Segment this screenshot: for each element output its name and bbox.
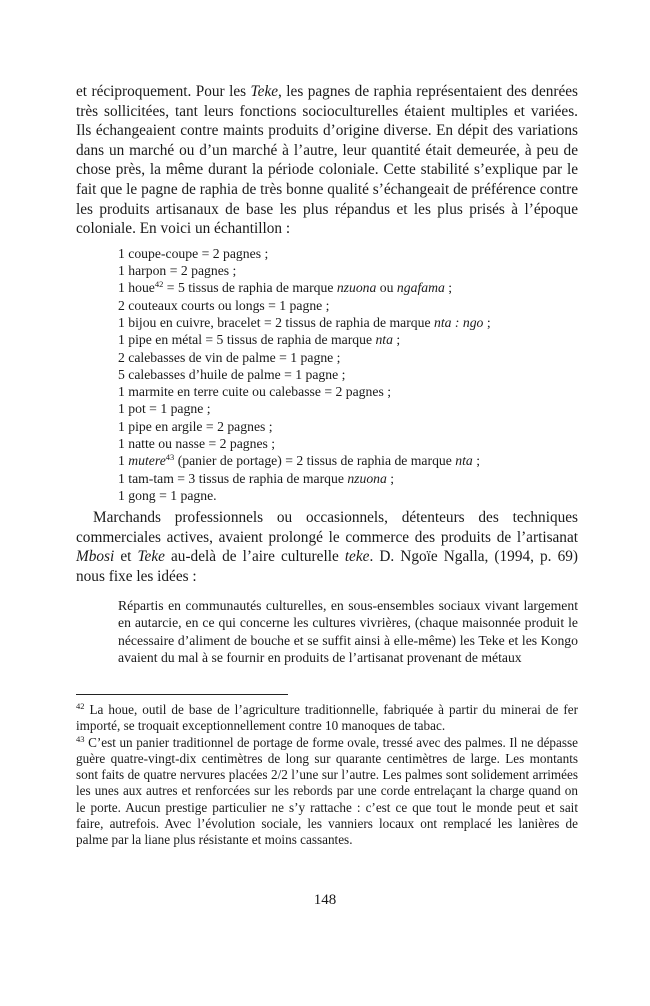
- exchange-list: [118, 245, 578, 504]
- text-run: , les pagnes de raphia représentaient des denrées très sollicitées, tant leurs fonctions socioculturelles étaient multiples et variées. Ils échangeaient contre maints produits d’origine diverse. En dépit des variations dans un marché ou d’un marché à l’autre, leur quantité était demeurée, à peu de chose près, la même durant la période coloniale. Cette stabilité s’explique par le fait que le pagne de raphia de très bonne qualité s’échangeait de préférence contre les produits artisanaux de base les plus répandus et les plus prisés à l’époque coloniale. En voici un échantillon :: [76, 83, 579, 238]
- page-number: 148: [313, 892, 337, 908]
- list-item: 1 mutere$^{43}$ (panier de portage) = 2 tissus de raphia de marque nta ;: [118, 452, 480, 469]
- list-item: 1 pot = 1 pagne ;: [118, 401, 211, 417]
- text-run: et réciproquement. Pour les: [76, 83, 251, 100]
- italic-term: Teke: [250, 83, 279, 100]
- block-quote: Répartis en communautés culturelles, en sous-ensembles sociaux vivant largement en autarcie, en ce qui concerne les cultures vivrières, (chaque maisonnée produit le nécessaire d’aliment de bouche et se suffit ainsi à elle-même) les Teke et les Kongo avaient du mal à se fournir en produits de l’artisanat provenant de métaux: [118, 597, 578, 666]
- list-item: 1 pipe en argile = 2 pagnes ;: [118, 418, 273, 434]
- list-item: 5 calebasses d’huile de palme = 1 pagne ;: [118, 366, 346, 382]
- list-item: 1 coupe-coupe = 2 pagnes ;: [118, 245, 269, 261]
- list-item: 1 gong = 1 pagne.: [118, 487, 217, 503]
- list-item: 1 natte ou nasse = 2 pagnes ;: [118, 436, 276, 452]
- list-item: 1 tam-tam = 3 tissus de raphia de marque nzuona ;: [118, 470, 395, 486]
- paragraph-1: [76, 82, 578, 239]
- list-item: 2 couteaux courts ou longs = 1 pagne ;: [118, 297, 330, 313]
- footnote-43: $^{43}$ C’est un panier traditionnel de portage de forme ovale, tressé avec des palmes. Il ne dépasse guère quatre-vingt-dix centimètres de long sur quarante centimètres de large. Les montants sont faits de quatre nervures placées 2/2 l’une sur l’autre. Les palmes sont solidement arrimées les unes aux autres et renforcées sur les rebords par une corde entrelaçant la charge quand on le porte. Aucun prestige particulier ne s’y rattache : c’est ce que tout le monde peut et sait faire, autrefois. Avec l’évolution sociale, les vanniers locaux ont remplacé les lanières de palme par la liane plus résistante et moins cassantes.: [76, 733, 578, 848]
- footnote-42: $^{42}$ La houe, outil de base de l’agriculture traditionnelle, fabriquée à partir du minerai de fer importé, se troquait exceptionnellement contre 10 manoques de tabac.: [76, 700, 578, 734]
- footnotes: [76, 702, 578, 849]
- list-item: 1 houe$^{42}$ = 5 tissus de raphia de marque nzuona ou ngafama ;: [118, 279, 453, 296]
- list-item: 1 pipe en métal = 5 tissus de raphia de marque nta ;: [118, 332, 401, 348]
- page-body: [76, 82, 578, 849]
- list-item: 1 bijou en cuivre, bracelet = 2 tissus de raphia de marque nta : ngo ;: [118, 314, 491, 330]
- list-item: 1 marmite en terre cuite ou calebasse = 2 pagnes ;: [118, 384, 391, 400]
- paragraph-2: Marchands professionnels ou occasionnels, détenteurs des techniques commerciales actives, avaient prolongé le commerce des produits de l’artisanat Mbosi et Teke au-delà de l’aire culturelle teke. D. Ngoïe Ngalla, (1994, p. 69) nous fixe les idées :: [76, 509, 578, 585]
- list-item: 1 harpon = 2 pagnes ;: [118, 263, 237, 279]
- footnote-divider: [76, 694, 288, 695]
- list-item: 2 calebasses de vin de palme = 1 pagne ;: [118, 349, 341, 365]
- footnote-ref-42[interactable]: 42: [154, 279, 164, 290]
- footnote-ref-43[interactable]: 43: [165, 452, 175, 463]
